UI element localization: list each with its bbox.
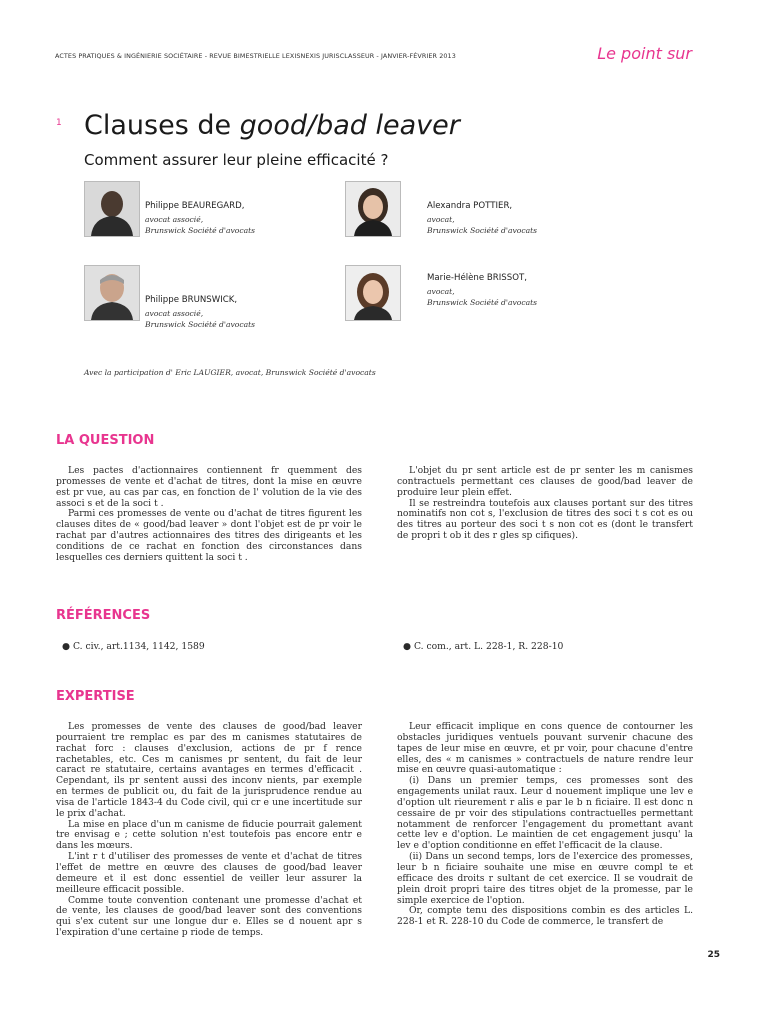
- author-firm: Brunswick Société d'avocats: [427, 225, 538, 235]
- author-name: Philippe BEAUREGARD,: [145, 201, 245, 211]
- journal-header: ACTES PRATIQUES & INGÉNIERIE SOCIÉTAIRE - REVUE BIMESTRIELLE LEXISNEXIS JURISCLASSEUR - JANVIER-FÉVRIER 2013: [55, 52, 456, 60]
- author-pottier: [427, 201, 537, 236]
- paragraph: Leur efficacit implique en cons quence de contourner les obstacles juridiques ventuels pouvant survenir chacune des tapes de leur mise en œuvre, et pr voir, pour chacune d'entre elles, des « m canismes » contractuels de nature rendre leur mise en œuvre quasi-automatique :: [397, 721, 693, 776]
- author-firm: Brunswick Société d'avocats: [427, 297, 538, 307]
- expertise-right-column: [397, 722, 693, 928]
- paragraph: Comme toute convention contenant une promesse d'achat et de vente, les clauses de good/bad leaver sont des conventions qui s'ex cutent sur une longue dur e. Elles se d nouent apr s l'expiration d'une certaine p riode de temps.: [56, 894, 362, 939]
- author-firm: Brunswick Société d'avocats: [145, 319, 256, 329]
- paragraph: Il se restreindra toutefois aux clauses portant sur des titres nominatifs non cot s, l'exclusion de titres des soci t s cot es ou des titres au porteur des soci t s non cot es (dont le transfert de propri t ob it des r gles sp cifiques).: [397, 497, 693, 542]
- question-right-column: [397, 466, 693, 542]
- author-name: Marie-Hélène BRISSOT,: [427, 273, 527, 283]
- paragraph: L'objet du pr sent article est de pr senter les m canismes contractuels permettant ces clauses de good/bad leaver de produire leur plein effet.: [397, 465, 693, 498]
- paragraph: L'int r t d'utiliser des promesses de vente et d'achat de titres l'effet de mettre en œuvre des clauses de good/bad leaver demeure et il est donc essentiel de veiller leur assurer la meilleure efficacit possible.: [56, 851, 362, 895]
- page-number: 25: [707, 950, 720, 960]
- reference-text: C. com., art. L. 228-1, R. 228-10: [413, 641, 564, 652]
- author-role: avocat,: [427, 287, 455, 296]
- article-title: [84, 110, 460, 141]
- section-heading-expertise: EXPERTISE: [56, 689, 135, 704]
- reference-text: C. civ., art.1134, 1142, 1589: [72, 641, 205, 652]
- paragraph: La mise en place d'un m canisme de fiducie pourrait galement tre envisag e ; cette solution n'est toutefois pas encore entr e dans les mœurs.: [56, 818, 362, 852]
- author-photo-beauregard: [84, 181, 140, 237]
- paragraph: Les pactes d'actionnaires contiennent fr quemment des promesses de vente et d'achat de titres, dont la mise en œuvre est pr vue, au cas par cas, en fonction de l' volution de la vie des associ s et de la soci t .: [56, 465, 362, 509]
- title-plain: Clauses de: [84, 110, 240, 141]
- author-photo-pottier: [345, 181, 401, 237]
- bullet-icon: ●: [403, 641, 414, 652]
- author-firm: Brunswick Société d'avocats: [145, 225, 256, 235]
- reference-item: [403, 641, 563, 652]
- author-photo-brunswick: [84, 265, 140, 321]
- article-subtitle: Comment assurer leur pleine efficacité ?: [84, 151, 389, 169]
- author-role: avocat,: [427, 215, 455, 224]
- portrait-icon: [346, 182, 400, 236]
- title-italic: good/bad leaver: [239, 110, 460, 141]
- author-role: avocat associé,: [145, 215, 204, 224]
- portrait-icon: [85, 182, 139, 236]
- expertise-left-column: [56, 722, 362, 939]
- reference-item: [62, 641, 205, 652]
- paragraph: Or, compte tenu des dispositions combin es des articles L. 228-1 et R. 228-10 du Code de commerce, le transfert de: [397, 905, 693, 928]
- author-brunswick: [145, 295, 255, 330]
- article-number: 1: [56, 118, 62, 128]
- author-beauregard: [145, 201, 255, 236]
- author-photo-brissot: [345, 265, 401, 321]
- section-heading-references: RÉFÉRENCES: [56, 608, 151, 623]
- author-brissot: [427, 273, 537, 308]
- author-name: Alexandra POTTIER,: [427, 201, 513, 211]
- author-role: avocat associé,: [145, 309, 204, 318]
- portrait-icon: [346, 266, 400, 320]
- paragraph: Les promesses de vente des clauses de good/bad leaver pourraient tre remplac es par des m canismes statutaires de rachat forc : clauses d'exclusion, actions de pr f rence rachetables, etc. Ces m canismes pr sentent, du fait de leur caract re statutaire, certains avantages en termes d'efficacit . Cependant, ils pr sentent aussi des inconv nients, par exemple en termes de publicit ou, du fait de la jurisprudence rendue au visa de l'article 1843-4 du Code civil, qui cr e une incertitude sur le prix d'achat.: [56, 721, 362, 819]
- rubric-label: Le point sur: [597, 44, 692, 63]
- paragraph: (ii) Dans un second temps, lors de l'exercice des promesses, leur b n ficiaire souhaite une mise en œuvre compl te et efficace des droits r sultant de cet exercice. Il se voudrait de plein droit propri taire des titres objet de la promesse, par le simple exercice de l'option.: [397, 851, 693, 906]
- paragraph: (i) Dans un premier temps, ces promesses sont des engagements unilat raux. Leur d nouement implique une lev e d'option ult rieurement r alis e par le b n ficiaire. Il est donc n cessaire de pr voir des stipulations contractuelles permettant notamment de renforcer l'engagement du promettant avant cette lev e d'option. Le maintien de cet engagement jusqu' la lev e d'option conditionne en effet l'efficacit de la clause.: [397, 775, 693, 852]
- question-left-column: [56, 466, 362, 564]
- paragraph: Parmi ces promesses de vente ou d'achat de titres figurent les clauses dites de « good/bad leaver » dont l'objet est de pr voir le rachat par d'autres actionnaires des titres des dirigeants et les conditions de ce rachat en fonction des circonstances dans lesquelles ces derniers quittent la soci t .: [56, 508, 362, 563]
- author-name: Philippe BRUNSWICK,: [145, 295, 238, 305]
- participation-note: Avec la participation d' Eric LAUGIER, avocat, Brunswick Société d'avocats: [84, 368, 376, 377]
- portrait-icon: [85, 266, 139, 320]
- bullet-icon: ●: [62, 641, 73, 652]
- section-heading-question: LA QUESTION: [56, 433, 155, 448]
